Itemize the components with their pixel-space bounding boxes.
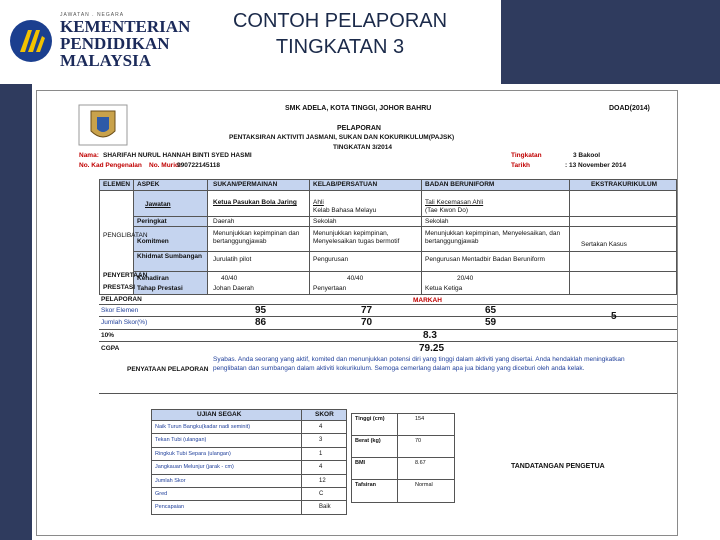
kelab-name: Kelab Bahasa Melayu [313,207,377,214]
aspect-khidmat: Khidmat Sumbangan [137,253,203,260]
ministry-logo [0,0,206,84]
header-elemen: ELEMEN [103,181,131,188]
sukan-peringkat: Daerah [213,218,235,225]
fitness-score: 3 [319,437,323,444]
fitness-test: Gred [155,491,168,497]
kelab-khidmat: Pengurusan [313,256,349,263]
badan-peringkat: Sekolah [425,218,449,225]
kelab-kehadiran: 40/40 [347,275,364,282]
kelab-prestasi: Penyertaan [313,285,347,292]
sukan-komitmen: Menunjukkan kepimpinan dan bertanggungjawab [213,230,300,245]
class-value: 3 Bakool [573,152,601,159]
pelaporan-label: PELAPORAN [101,296,142,303]
school-name: SMK ADELA, KOTA TINGGI, JOHOR BAHRU [285,105,432,112]
fitness-score: 4 [319,424,323,430]
student-ic: 990722145118 [177,162,221,169]
badan-komitmen: Menunjukkan kepimpinan, Menyelesaikan, dan bertanggungjawab [425,230,561,245]
kelab-komitmen: Menunjukkan kepimpinan, Menyelesaikan tugas bermotif [313,230,400,245]
signature-label: TANDATANGAN PENGETUA [511,463,605,470]
skor-badan: 65 [485,305,497,316]
header-ekstra: EKSTRAKURIKULUM [591,181,658,188]
fitness-test: Jumlah Skor [155,477,186,484]
report-level: TINGKATAN 3/2014 [333,144,392,151]
jumlah-skor-label: Jumlah Skor(%) [101,319,148,326]
aspect-prestasi: Tahap Prestasi [137,285,183,292]
fitness-score: 4 [319,464,323,471]
report-code: DOAD(2014) [609,105,650,112]
header-sukan: SUKAN/PERMAINAN [213,181,278,188]
school-crest-icon [77,103,129,147]
report-title: PELAPORAN [337,125,381,132]
kelab-peringkat: Sekolah [313,218,337,225]
ministry-name: KEMENTERIAN PENDIDIKAN MALAYSIA [60,17,191,70]
badan-jawatan: Tali Kecemasan Ahli [425,199,484,206]
sukan-jawatan: Ketua Pasukan Bola Jaring [213,199,297,206]
body-measure-value: 154 [415,416,425,422]
pct-value: 8.3 [423,330,437,341]
markah-label: MARKAH [413,297,442,304]
fitness-header-score: SKOR [315,411,334,418]
skor-sukan: 95 [255,305,267,316]
jumlah-kelab: 70 [361,317,373,328]
header-kelab: KELAB/PERSATUAN [313,181,378,188]
element-penyertaan: PENYERTAAN [103,272,148,279]
pct-label: 10% [101,332,115,339]
body-measure-label: BMI [355,460,366,466]
left-band [0,84,32,540]
element-prestasi: PRESTASI [103,284,136,291]
jumlah-badan: 59 [485,317,497,328]
aspect-jawatan: Jawatan [145,201,171,208]
sukan-kehadiran: 40/40 [221,275,238,282]
fitness-test: Pencapaian [155,504,185,511]
body-table [351,413,455,503]
name-label: Nama: [79,152,99,159]
body-measure-value: Normal [415,482,433,488]
date-value: : 13 November 2014 [565,162,627,169]
aspect-peringkat: Peringkat [137,218,167,225]
bonus-title: Sertakan Kasus [581,241,627,248]
sukan-prestasi: Johan Daerah [213,285,254,292]
ekstra-score: 5 [611,311,617,322]
fitness-score: 12 [319,477,326,484]
student-name: SHARIFAH NURUL HANNAH BINTI SYED HASMI [103,152,252,159]
fitness-score: C [319,491,324,497]
slide-title: CONTOH PELAPORAN TINGKATAN 3 [232,10,448,58]
date-label: Tarikh [511,162,531,169]
skor-elemen-label: Skor Elemen [101,307,139,314]
statement-text: Syabas. Anda seorang yang aktif, komited dan menunjukkan potensi diri yang tinggi dalam aktiviti yang disertai. Anda hendaklah meningkatkan penglibatan dan sumbangan dalam aktiviti kokurikulum. Semoga cemerlang dalam apa jua bidang yang diceburi oleh anda kelak. [213,356,625,372]
body-measure-value: 70 [415,438,422,444]
badan-khidmat: Pengurusan Mentadbir Badan Beruniform [425,256,545,263]
fitness-header-test: UJIAN SEGAK [197,411,242,418]
badan-prestasi: Ketua Ketiga [425,285,463,292]
body-measure-label: Berat (kg) [355,438,381,444]
report-subtitle: PENTAKSIRAN AKTIVITI JASMANI, SUKAN DAN KOKURIKULUM(PAJSK) [229,134,455,141]
ministry-emblem-icon [8,16,54,66]
fitness-test: Tekan Tubi (ulangan) [155,437,207,444]
kelab-jawatan: Ahli [313,199,324,206]
fitness-test: Ringkuk Tubi Separa (ulangan) [155,450,231,457]
badan-kehadiran: 20/40 [457,275,474,282]
report-document [36,90,678,536]
ministry-tagline: JAWATAN . NEGARA [60,12,125,18]
class-label: Tingkatan [511,152,542,159]
ic-label: No. Kad Pengenalan [79,162,142,169]
cgpa-value: 79.25 [419,343,445,354]
header-aspek: ASPEK [137,181,160,188]
table-header-row [100,180,676,190]
header-badan: BADAN BERUNIFORM [425,181,495,188]
fitness-test: Naik Turun Bangku(kadar nadi seminit) [155,424,251,430]
body-measure-label: Tinggi (cm) [355,416,385,422]
sukan-khidmat: Jurulatih pilot [213,256,252,263]
element-penglibatan: PENGLIBATAN [103,232,148,239]
student-no-label: No. Murid: [149,162,182,169]
fitness-test: Jangkauan Melunjur (jarak - cm) [155,464,234,471]
fitness-score: 1 [319,450,323,457]
body-measure-label: Tafsiran [355,482,376,488]
aspect-kehadiran: Kehadiran [137,275,169,282]
body-measure-value: 8.67 [415,460,426,466]
aspect-komitmen: Komitmen [137,238,169,245]
statement-label: PENYATAAN PELAPORAN [127,366,209,373]
badan-sub: (Tae Kwon Do) [425,207,468,214]
cgpa-label: CGPA [101,345,120,352]
jumlah-sukan: 86 [255,317,267,328]
fitness-score: Baik [319,504,331,511]
skor-kelab: 77 [361,305,373,316]
